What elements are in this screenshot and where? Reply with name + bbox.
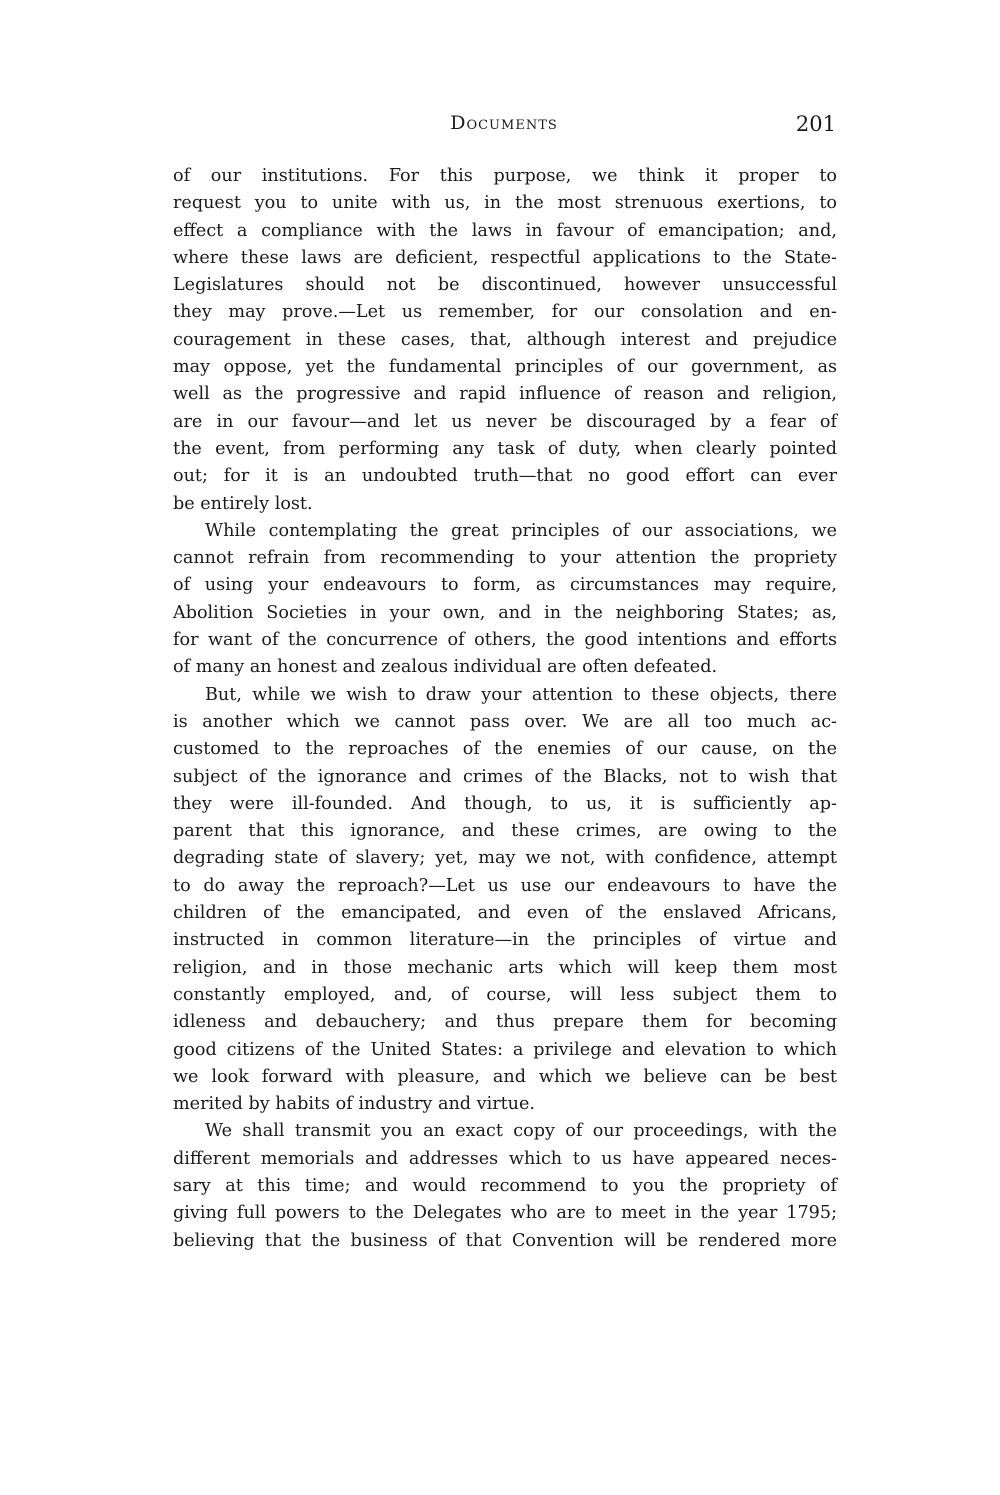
text-line: believing that the business of that Convention will be rendered more xyxy=(173,1230,837,1251)
text-line: to do away the reproach?—Let us use our endeavours to have the xyxy=(173,875,837,896)
text-line: sary at this time; and would recommend to you the propriety of xyxy=(173,1175,837,1196)
text-line: they may prove.—Let us remember, for our consolation and en- xyxy=(173,302,837,323)
text-line: But, while we wish to draw your attention to these objects, there xyxy=(205,684,837,705)
text-line: Legislatures should not be discontinued, however unsuccessful xyxy=(173,275,837,296)
text-line: may oppose, yet the fundamental principles of our government, as xyxy=(173,357,837,378)
text-line: cannot refrain from recommending to your attention the propriety xyxy=(173,548,837,569)
text-line: We shall transmit you an exact copy of our proceedings, with the xyxy=(205,1121,837,1142)
text-line: degrading state of slavery; yet, may we not, with confidence, attempt xyxy=(173,848,837,869)
text-line: merited by habits of industry and virtue. xyxy=(173,1094,536,1115)
text-line: different memorials and addresses which to us have appeared neces- xyxy=(173,1148,837,1169)
text-line: where these laws are deficient, respectful applications to the State- xyxy=(173,247,837,268)
text-line: instructed in common literature—in the principles of virtue and xyxy=(173,930,837,951)
text-line: out; for it is an undoubted truth—that no good effort can ever xyxy=(173,466,837,487)
running-title: Documents xyxy=(450,112,558,134)
text-line: of many an honest and zealous individual are often defeated. xyxy=(173,657,718,678)
text-line: of our institutions. For this purpose, we think it proper to xyxy=(173,166,837,186)
text-line: customed to the reproaches of the enemies of our cause, on the xyxy=(173,739,837,760)
text-line: is another which we cannot pass over. We are all too much ac- xyxy=(173,711,837,732)
text-line: well as the progressive and rapid influence of reason and religion, xyxy=(173,384,837,405)
text-line: we look forward with pleasure, and which we believe can be best xyxy=(173,1066,837,1087)
running-head xyxy=(172,112,836,142)
text-line: subject of the ignorance and crimes of the Blacks, not to wish that xyxy=(173,766,837,787)
text-line: constantly employed, and, of course, will less subject them to xyxy=(173,984,837,1005)
text-line: giving full powers to the Delegates who are to meet in the year 1795; xyxy=(173,1203,837,1224)
text-line: children of the emancipated, and even of the enslaved Africans, xyxy=(173,903,837,924)
text-line: couragement in these cases, that, although interest and prejudice xyxy=(173,329,837,350)
body-text xyxy=(173,163,837,1255)
text-line: are in our favour—and let us never be discouraged by a fear of xyxy=(173,411,837,432)
page-number: 201 xyxy=(795,112,836,136)
text-line: request you to unite with us, in the most strenuous exertions, to xyxy=(173,193,837,214)
text-line: While contemplating the great principles of our associations, we xyxy=(205,520,837,541)
text-line: effect a compliance with the laws in favour of emancipation; and, xyxy=(173,220,837,241)
text-line: Abolition Societies in your own, and in the neighboring States; as, xyxy=(173,602,837,623)
text-line: good citizens of the United States: a privilege and elevation to which xyxy=(173,1039,837,1060)
text-line: they were ill-founded. And though, to us, it is sufficiently ap- xyxy=(173,793,837,814)
text-line: religion, and in those mechanic arts which will keep them most xyxy=(173,957,837,978)
text-line: the event, from performing any task of duty, when clearly pointed xyxy=(173,438,837,459)
text-line: idleness and debauchery; and thus prepare them for becoming xyxy=(173,1012,837,1033)
text-line: of using your endeavours to form, as circumstances may require, xyxy=(173,575,837,596)
text-line: for want of the concurrence of others, the good intentions and efforts xyxy=(173,630,837,651)
text-line: be entirely lost. xyxy=(173,493,313,514)
text-line: parent that this ignorance, and these crimes, are owing to the xyxy=(173,821,837,842)
